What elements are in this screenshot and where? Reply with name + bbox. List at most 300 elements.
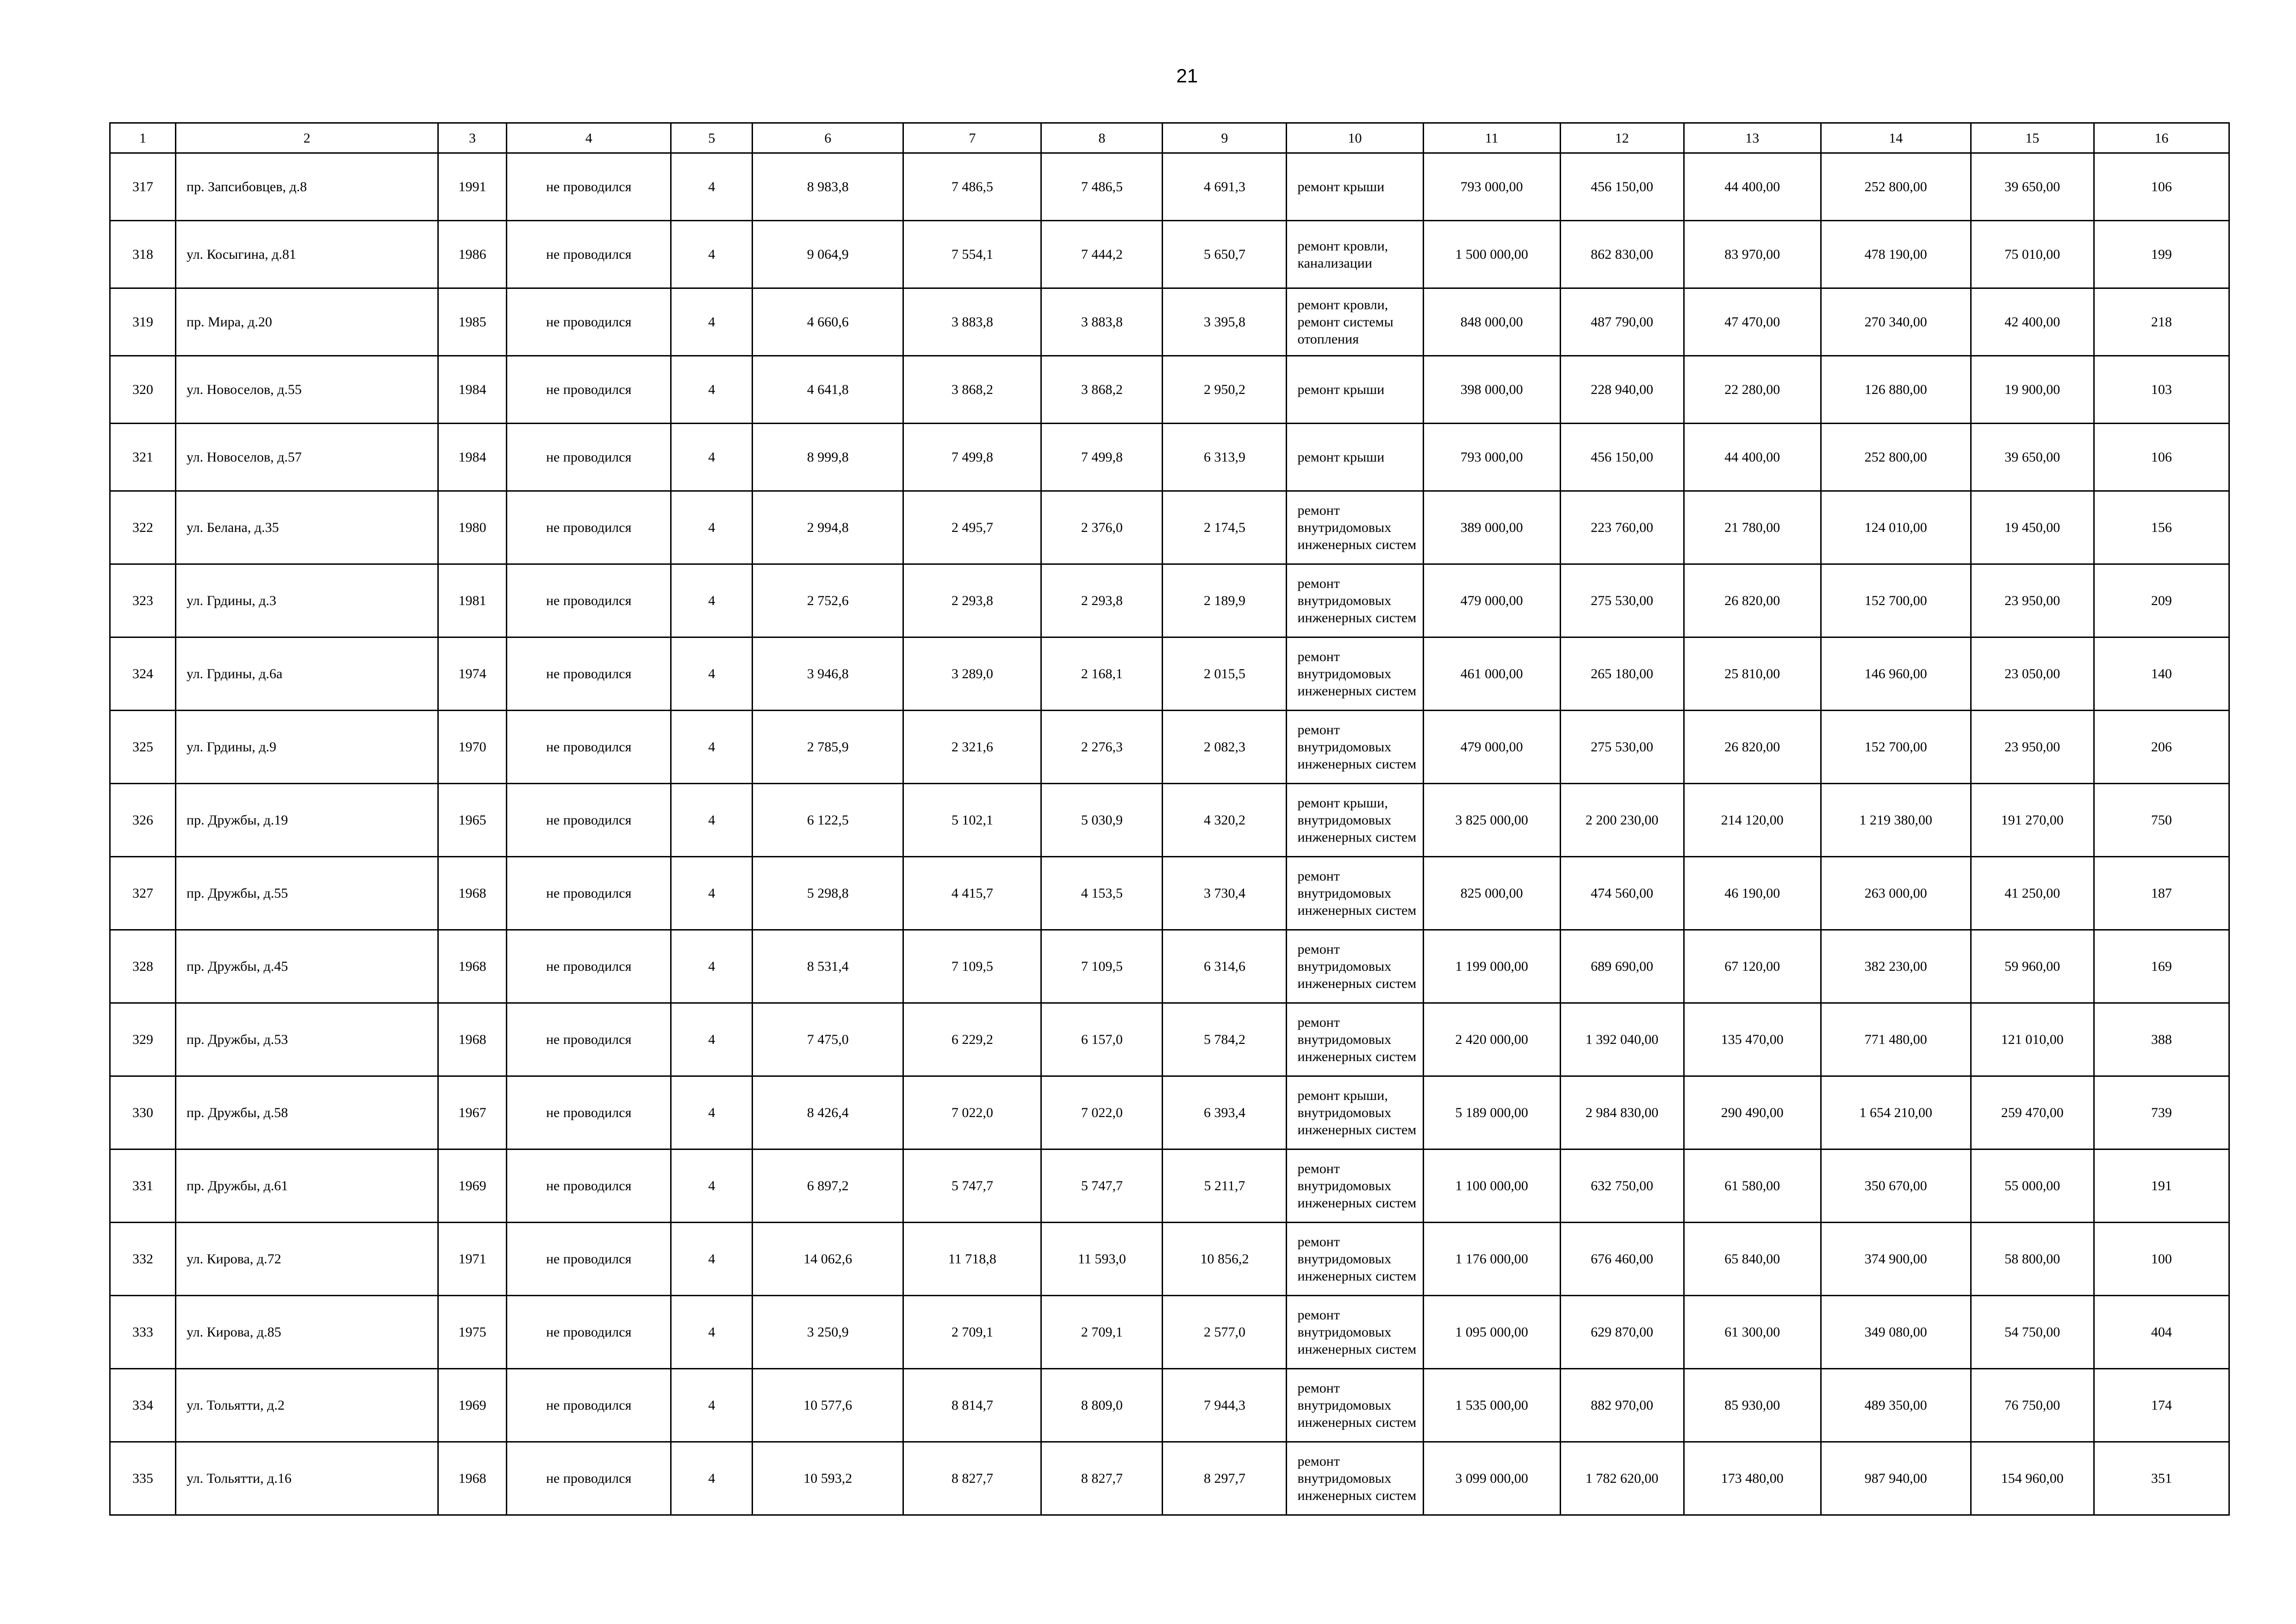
table-cell: 44 400,00 [1684, 424, 1821, 491]
table-cell: 152 700,00 [1821, 711, 1971, 784]
table-cell: 487 790,00 [1560, 288, 1684, 356]
table-cell: ул. Тольятти, д.16 [176, 1442, 438, 1515]
table-cell: 320 [110, 356, 176, 424]
table-cell: 7 486,5 [1041, 153, 1163, 221]
table-cell: 326 [110, 784, 176, 857]
table-cell: 3 868,2 [1041, 356, 1163, 424]
table-cell: 4 [671, 1296, 753, 1369]
table-cell: 750 [2094, 784, 2229, 857]
table-cell: 259 470,00 [1971, 1076, 2094, 1149]
table-cell: 404 [2094, 1296, 2229, 1369]
table-cell: 4 [671, 288, 753, 356]
table-cell: 4 641,8 [753, 356, 903, 424]
table-cell: 334 [110, 1369, 176, 1442]
table-cell: 318 [110, 221, 176, 288]
table-cell: 456 150,00 [1560, 153, 1684, 221]
table-cell: 2 577,0 [1163, 1296, 1287, 1369]
table-cell: не проводился [507, 857, 671, 930]
table-cell: 5 102,1 [903, 784, 1041, 857]
table-cell: 191 270,00 [1971, 784, 2094, 857]
table-cell: 4 691,3 [1163, 153, 1287, 221]
table-cell: 689 690,00 [1560, 930, 1684, 1003]
table-cell: 382 230,00 [1821, 930, 1971, 1003]
table-cell: не проводился [507, 356, 671, 424]
table-cell: 1974 [438, 637, 507, 711]
table-cell: пр. Дружбы, д.55 [176, 857, 438, 930]
table-cell: 5 030,9 [1041, 784, 1163, 857]
column-number-header: 7 [903, 123, 1041, 153]
table-cell: 214 120,00 [1684, 784, 1821, 857]
table-cell: 324 [110, 637, 176, 711]
table-cell: не проводился [507, 930, 671, 1003]
table-cell: 323 [110, 564, 176, 637]
table-cell: 2 276,3 [1041, 711, 1163, 784]
table-cell: 3 883,8 [1041, 288, 1163, 356]
table-cell: 5 747,7 [903, 1149, 1041, 1223]
table-cell: 389 000,00 [1423, 491, 1560, 564]
table-cell: 328 [110, 930, 176, 1003]
table-cell: 10 856,2 [1163, 1223, 1287, 1296]
table-cell: 4 [671, 564, 753, 637]
table-cell: 1965 [438, 784, 507, 857]
column-number-header: 4 [507, 123, 671, 153]
table-row [110, 1003, 2229, 1076]
table-cell: 629 870,00 [1560, 1296, 1684, 1369]
table-cell: 1969 [438, 1149, 507, 1223]
table-cell: 7 554,1 [903, 221, 1041, 288]
table-cell: 474 560,00 [1560, 857, 1684, 930]
table-cell: 2 495,7 [903, 491, 1041, 564]
table-cell: 2 174,5 [1163, 491, 1287, 564]
table-cell: не проводился [507, 784, 671, 857]
table-row [110, 288, 2229, 356]
table-cell: не проводился [507, 711, 671, 784]
table-cell: 3 099 000,00 [1423, 1442, 1560, 1515]
table-cell: 1968 [438, 1003, 507, 1076]
table-cell: 8 297,7 [1163, 1442, 1287, 1515]
table-cell: 58 800,00 [1971, 1223, 2094, 1296]
table-cell: 8 531,4 [753, 930, 903, 1003]
table-cell: 9 064,9 [753, 221, 903, 288]
table-cell: 152 700,00 [1821, 564, 1971, 637]
table-cell: 4 [671, 153, 753, 221]
capital-repair-table [109, 122, 2230, 1516]
table-cell: ремонт крыши [1287, 153, 1423, 221]
table-cell: 1967 [438, 1076, 507, 1149]
table-cell: 76 750,00 [1971, 1369, 2094, 1442]
table-cell: не проводился [507, 1369, 671, 1442]
table-cell: 327 [110, 857, 176, 930]
table-cell: не проводился [507, 1149, 671, 1223]
table-cell: 331 [110, 1149, 176, 1223]
table-cell: 321 [110, 424, 176, 491]
table-cell: 771 480,00 [1821, 1003, 1971, 1076]
table-cell: 55 000,00 [1971, 1149, 2094, 1223]
table-cell: 8 827,7 [1041, 1442, 1163, 1515]
column-number-header: 10 [1287, 123, 1423, 153]
table-cell: 7 499,8 [903, 424, 1041, 491]
table-cell: 10 593,2 [753, 1442, 903, 1515]
table-row [110, 424, 2229, 491]
table-cell: ремонт внутридомовых инженерных систем [1287, 564, 1423, 637]
table-cell: 41 250,00 [1971, 857, 2094, 930]
table-cell: ул. Новоселов, д.55 [176, 356, 438, 424]
table-row [110, 1149, 2229, 1223]
table-cell: 199 [2094, 221, 2229, 288]
table-cell: не проводился [507, 1442, 671, 1515]
table-cell: 44 400,00 [1684, 153, 1821, 221]
table-cell: 8 999,8 [753, 424, 903, 491]
table-cell: 1968 [438, 930, 507, 1003]
table-cell: 275 530,00 [1560, 711, 1684, 784]
table-cell: 2 709,1 [1041, 1296, 1163, 1369]
table-cell: 2 200 230,00 [1560, 784, 1684, 857]
page-number: 21 [1176, 65, 1198, 87]
table-cell: 1969 [438, 1369, 507, 1442]
table-cell: 1975 [438, 1296, 507, 1369]
table-cell: пр. Дружбы, д.53 [176, 1003, 438, 1076]
table-cell: 290 490,00 [1684, 1076, 1821, 1149]
table-cell: 26 820,00 [1684, 564, 1821, 637]
table-cell: 1 654 210,00 [1821, 1076, 1971, 1149]
table-cell: 8 983,8 [753, 153, 903, 221]
table-cell: 1981 [438, 564, 507, 637]
table-cell: 3 289,0 [903, 637, 1041, 711]
table-cell: 6 122,5 [753, 784, 903, 857]
table-cell: 106 [2094, 153, 2229, 221]
table-cell: 1971 [438, 1223, 507, 1296]
table-cell: 135 470,00 [1684, 1003, 1821, 1076]
table-cell: 2 376,0 [1041, 491, 1163, 564]
table-cell: 3 868,2 [903, 356, 1041, 424]
table-cell: ул. Грдины, д.3 [176, 564, 438, 637]
table-cell: 252 800,00 [1821, 424, 1971, 491]
table-cell: 2 293,8 [1041, 564, 1163, 637]
table-cell: не проводился [507, 424, 671, 491]
table-cell: 319 [110, 288, 176, 356]
table-cell: 7 944,3 [1163, 1369, 1287, 1442]
table-cell: 1 100 000,00 [1423, 1149, 1560, 1223]
table-cell: 7 499,8 [1041, 424, 1163, 491]
table-row [110, 1296, 2229, 1369]
table-cell: 793 000,00 [1423, 424, 1560, 491]
table-cell: 4 415,7 [903, 857, 1041, 930]
table-cell: 4 [671, 1149, 753, 1223]
table-cell: 5 211,7 [1163, 1149, 1287, 1223]
table-cell: 42 400,00 [1971, 288, 2094, 356]
table-cell: ремонт внутридомовых инженерных систем [1287, 857, 1423, 930]
table-cell: 1 095 000,00 [1423, 1296, 1560, 1369]
table-cell: 388 [2094, 1003, 2229, 1076]
table-cell: 1968 [438, 1442, 507, 1515]
table-cell: 8 426,4 [753, 1076, 903, 1149]
table-cell: 19 900,00 [1971, 356, 2094, 424]
table-cell: 5 650,7 [1163, 221, 1287, 288]
table-cell: 218 [2094, 288, 2229, 356]
table-cell: 1985 [438, 288, 507, 356]
table-cell: ул. Тольятти, д.2 [176, 1369, 438, 1442]
table-cell: 3 730,4 [1163, 857, 1287, 930]
table-cell: 479 000,00 [1423, 711, 1560, 784]
table-cell: 4 [671, 356, 753, 424]
table-row [110, 153, 2229, 221]
table-cell: 154 960,00 [1971, 1442, 2094, 1515]
table-cell: 1 535 000,00 [1423, 1369, 1560, 1442]
table-cell: ремонт внутридомовых инженерных систем [1287, 1442, 1423, 1515]
table-row [110, 930, 2229, 1003]
column-number-header: 12 [1560, 123, 1684, 153]
table-cell: ремонт кровли, канализации [1287, 221, 1423, 288]
table-cell: 3 395,8 [1163, 288, 1287, 356]
table-cell: 882 970,00 [1560, 1369, 1684, 1442]
table-cell: 6 229,2 [903, 1003, 1041, 1076]
table-row [110, 857, 2229, 930]
table-cell: 275 530,00 [1560, 564, 1684, 637]
table-cell: 156 [2094, 491, 2229, 564]
table-cell: 3 883,8 [903, 288, 1041, 356]
table-cell: 7 022,0 [903, 1076, 1041, 1149]
column-number-header: 14 [1821, 123, 1971, 153]
table-cell: 1 176 000,00 [1423, 1223, 1560, 1296]
table-cell: 1 219 380,00 [1821, 784, 1971, 857]
table-cell: 317 [110, 153, 176, 221]
table-cell: 169 [2094, 930, 2229, 1003]
table-cell: не проводился [507, 1223, 671, 1296]
table-cell: ремонт внутридомовых инженерных систем [1287, 491, 1423, 564]
table-cell: 333 [110, 1296, 176, 1369]
table-cell: ремонт крыши [1287, 356, 1423, 424]
table-cell: 1 199 000,00 [1423, 930, 1560, 1003]
table-cell: 173 480,00 [1684, 1442, 1821, 1515]
table-cell: 825 000,00 [1423, 857, 1560, 930]
table-cell: 6 897,2 [753, 1149, 903, 1223]
table-cell: 6 314,6 [1163, 930, 1287, 1003]
table-cell: 59 960,00 [1971, 930, 2094, 1003]
table-cell: 6 393,4 [1163, 1076, 1287, 1149]
table-cell: ремонт крыши, внутридомовых инженерных систем [1287, 784, 1423, 857]
table-cell: не проводился [507, 221, 671, 288]
column-number-header: 13 [1684, 123, 1821, 153]
table-cell: 124 010,00 [1821, 491, 1971, 564]
table-cell: 739 [2094, 1076, 2229, 1149]
table-cell: ремонт крыши, внутридомовых инженерных систем [1287, 1076, 1423, 1149]
table-cell: 1 392 040,00 [1560, 1003, 1684, 1076]
table-cell: 75 010,00 [1971, 221, 2094, 288]
table-cell: 47 470,00 [1684, 288, 1821, 356]
column-number-header: 15 [1971, 123, 2094, 153]
table-cell: 4 [671, 711, 753, 784]
table-cell: 11 718,8 [903, 1223, 1041, 1296]
table-cell: 4 [671, 491, 753, 564]
table-cell: 5 298,8 [753, 857, 903, 930]
table-cell: не проводился [507, 637, 671, 711]
table-cell: 862 830,00 [1560, 221, 1684, 288]
table-cell: ремонт внутридомовых инженерных систем [1287, 1003, 1423, 1076]
table-cell: 322 [110, 491, 176, 564]
table-row [110, 491, 2229, 564]
table-cell: не проводился [507, 288, 671, 356]
column-number-header: 3 [438, 123, 507, 153]
table-cell: 4 [671, 1223, 753, 1296]
table-cell: 3 250,9 [753, 1296, 903, 1369]
table-cell: 4 [671, 1369, 753, 1442]
table-cell: 1968 [438, 857, 507, 930]
table-cell: 4 153,5 [1041, 857, 1163, 930]
table-row [110, 1223, 2229, 1296]
table-cell: 4 660,6 [753, 288, 903, 356]
column-number-header: 9 [1163, 123, 1287, 153]
table-cell: 2 015,5 [1163, 637, 1287, 711]
table-cell: 632 750,00 [1560, 1149, 1684, 1223]
table-row [110, 564, 2229, 637]
table-row [110, 356, 2229, 424]
table-cell: 23 950,00 [1971, 711, 2094, 784]
table-cell: 11 593,0 [1041, 1223, 1163, 1296]
table-cell: 1991 [438, 153, 507, 221]
table-cell: 85 930,00 [1684, 1369, 1821, 1442]
table-cell: ул. Косыгина, д.81 [176, 221, 438, 288]
table-cell: пр. Дружбы, д.45 [176, 930, 438, 1003]
table-cell: 4 [671, 1442, 753, 1515]
table-cell: ремонт крыши [1287, 424, 1423, 491]
table-cell: 848 000,00 [1423, 288, 1560, 356]
table-cell: 126 880,00 [1821, 356, 1971, 424]
table-cell: 2 785,9 [753, 711, 903, 784]
column-number-header: 6 [753, 123, 903, 153]
column-number-header: 16 [2094, 123, 2229, 153]
table-cell: 1970 [438, 711, 507, 784]
table-cell: 325 [110, 711, 176, 784]
table-cell: 987 940,00 [1821, 1442, 1971, 1515]
table-cell: 228 940,00 [1560, 356, 1684, 424]
table-row [110, 221, 2229, 288]
table-cell: 21 780,00 [1684, 491, 1821, 564]
table-cell: 2 752,6 [753, 564, 903, 637]
table-cell: 2 168,1 [1041, 637, 1163, 711]
table-cell: 6 313,9 [1163, 424, 1287, 491]
table-cell: 22 280,00 [1684, 356, 1821, 424]
table-cell: пр. Мира, д.20 [176, 288, 438, 356]
table-cell: 4 [671, 857, 753, 930]
table-cell: 2 709,1 [903, 1296, 1041, 1369]
table-cell: не проводился [507, 564, 671, 637]
table-cell: 19 450,00 [1971, 491, 2094, 564]
table-cell: 206 [2094, 711, 2229, 784]
table-row [110, 1076, 2229, 1149]
table-cell: 1 782 620,00 [1560, 1442, 1684, 1515]
table-cell: 39 650,00 [1971, 153, 2094, 221]
table-cell: 2 293,8 [903, 564, 1041, 637]
table-cell: не проводился [507, 1296, 671, 1369]
table-cell: не проводился [507, 1003, 671, 1076]
table-cell: 67 120,00 [1684, 930, 1821, 1003]
table-cell: 2 950,2 [1163, 356, 1287, 424]
table-cell: ремонт внутридомовых инженерных систем [1287, 711, 1423, 784]
table-cell: 2 189,9 [1163, 564, 1287, 637]
table-cell: 374 900,00 [1821, 1223, 1971, 1296]
table-cell: 7 486,5 [903, 153, 1041, 221]
table-cell: 676 460,00 [1560, 1223, 1684, 1296]
table-cell: 61 300,00 [1684, 1296, 1821, 1369]
table-cell: 4 [671, 424, 753, 491]
table-cell: 252 800,00 [1821, 153, 1971, 221]
table-cell: 7 022,0 [1041, 1076, 1163, 1149]
table-row [110, 784, 2229, 857]
table-cell: 5 784,2 [1163, 1003, 1287, 1076]
table-cell: не проводился [507, 153, 671, 221]
table-cell: 351 [2094, 1442, 2229, 1515]
table-cell: 398 000,00 [1423, 356, 1560, 424]
column-number-header: 8 [1041, 123, 1163, 153]
table-cell: 61 580,00 [1684, 1149, 1821, 1223]
table-cell: 478 190,00 [1821, 221, 1971, 288]
table-cell: 265 180,00 [1560, 637, 1684, 711]
table-cell: 146 960,00 [1821, 637, 1971, 711]
table-cell: ремонт внутридомовых инженерных систем [1287, 1296, 1423, 1369]
table-cell: ремонт внутридомовых инженерных систем [1287, 930, 1423, 1003]
table-cell: 1984 [438, 424, 507, 491]
table-cell: 329 [110, 1003, 176, 1076]
table-cell: 10 577,6 [753, 1369, 903, 1442]
table-cell: 223 760,00 [1560, 491, 1684, 564]
table-cell: ремонт кровли, ремонт системы отопления [1287, 288, 1423, 356]
table-cell: 1980 [438, 491, 507, 564]
table-cell: ремонт внутридомовых инженерных систем [1287, 637, 1423, 711]
table-cell: 349 080,00 [1821, 1296, 1971, 1369]
table-cell: 4 [671, 930, 753, 1003]
table-cell: 4 320,2 [1163, 784, 1287, 857]
table-cell: 14 062,6 [753, 1223, 903, 1296]
table-cell: ул. Грдины, д.9 [176, 711, 438, 784]
table-cell: 5 189 000,00 [1423, 1076, 1560, 1149]
table-cell: 4 [671, 637, 753, 711]
table-cell: ул. Кирова, д.85 [176, 1296, 438, 1369]
table-cell: 6 157,0 [1041, 1003, 1163, 1076]
table-cell: 7 109,5 [1041, 930, 1163, 1003]
table-cell: 121 010,00 [1971, 1003, 2094, 1076]
table-row [110, 1442, 2229, 1515]
table-cell: 332 [110, 1223, 176, 1296]
table-cell: 4 [671, 221, 753, 288]
table-row [110, 711, 2229, 784]
table-cell: 100 [2094, 1223, 2229, 1296]
table-cell: ул. Белана, д.35 [176, 491, 438, 564]
table-cell: 174 [2094, 1369, 2229, 1442]
table-cell: 8 809,0 [1041, 1369, 1163, 1442]
column-number-header: 11 [1423, 123, 1560, 153]
table-cell: пр. Дружбы, д.19 [176, 784, 438, 857]
table-cell: 5 747,7 [1041, 1149, 1163, 1223]
table-cell: 1984 [438, 356, 507, 424]
table-cell: 479 000,00 [1423, 564, 1560, 637]
table-cell: 7 444,2 [1041, 221, 1163, 288]
table-cell: 4 [671, 1076, 753, 1149]
table-cell: 83 970,00 [1684, 221, 1821, 288]
table-cell: 2 420 000,00 [1423, 1003, 1560, 1076]
table-cell: 263 000,00 [1821, 857, 1971, 930]
table-cell: 270 340,00 [1821, 288, 1971, 356]
column-number-header: 5 [671, 123, 753, 153]
table-cell: 7 475,0 [753, 1003, 903, 1076]
table-cell: 4 [671, 1003, 753, 1076]
table-cell: 3 946,8 [753, 637, 903, 711]
header-row [110, 123, 2229, 153]
table-cell: ул. Новоселов, д.57 [176, 424, 438, 491]
table-cell: 209 [2094, 564, 2229, 637]
table-cell: 187 [2094, 857, 2229, 930]
table-cell: 23 050,00 [1971, 637, 2094, 711]
table-cell: ул. Грдины, д.6а [176, 637, 438, 711]
